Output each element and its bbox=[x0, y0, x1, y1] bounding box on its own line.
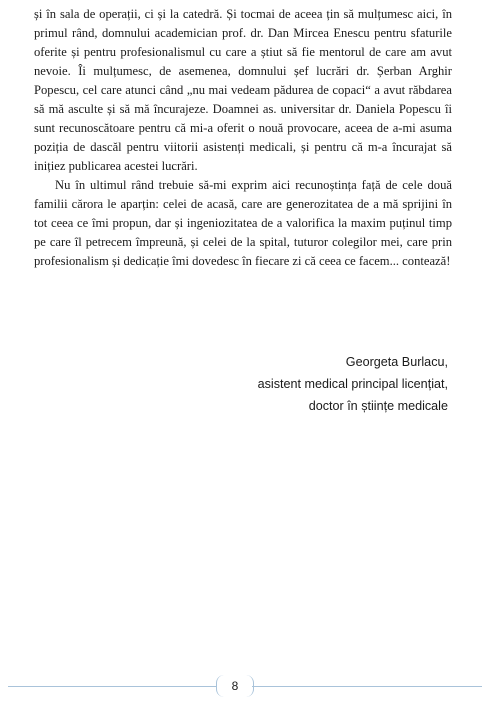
signature-block bbox=[258, 351, 448, 417]
paragraph-families: Nu în ultimul rând trebuie să-mi exprim aici recunoștința față de cele două familii cărora le aparțin: celei de acasă, care are generozitatea de a mă sprijini în tot ceea ce îmi propun, dar și ingeniozitatea de a valorifica la maxim puținul timp pe care îl petrecem împreună, și celei de la spital, tuturor colegilor mei, care prin profesionalism și dedicație îmi dovedesc în fiecare zi că ceea ce facem... contează! bbox=[34, 178, 452, 268]
signature-title: asistent medical principal licențiat, bbox=[257, 377, 448, 391]
page-footer bbox=[0, 673, 490, 701]
footer-rule-left bbox=[8, 686, 216, 687]
signature-name: Georgeta Burlacu, bbox=[345, 355, 448, 369]
paragraph-acknowledgements: și în sala de operații, ci și la catedră. Și tocmai de aceea țin să mulțumesc aici, în primul rând, domnului academician prof. dr. Dan Mircea Enescu pentru sfaturile oferite și pentru profesionalismul cu care a știut să fie mentorul de care am avut nevoie. Îi mulțumesc, de asemenea, domnului șef lucrări dr. Șerban Arghir Popescu, cel care atunci când „nu mai vedeam pădurea de copaci“ a avut răbdarea să mă asculte și să mă încurajeze. Doamnei as. universitar dr. Daniela Popescu îi sunt recunoscătoare pentru că mi-a oferit o nouă provocare, aceea de a-mi asuma poziția de dascăl pentru viitorii asistenți medicali, și pentru că m-a încurajat să inițiez publicarea acestei lucrări. bbox=[34, 7, 452, 173]
page-number: 8 bbox=[216, 675, 254, 697]
footer-rule-right bbox=[252, 686, 482, 687]
signature-degree: doctor în științe medicale bbox=[308, 399, 448, 413]
body-text bbox=[34, 5, 452, 271]
